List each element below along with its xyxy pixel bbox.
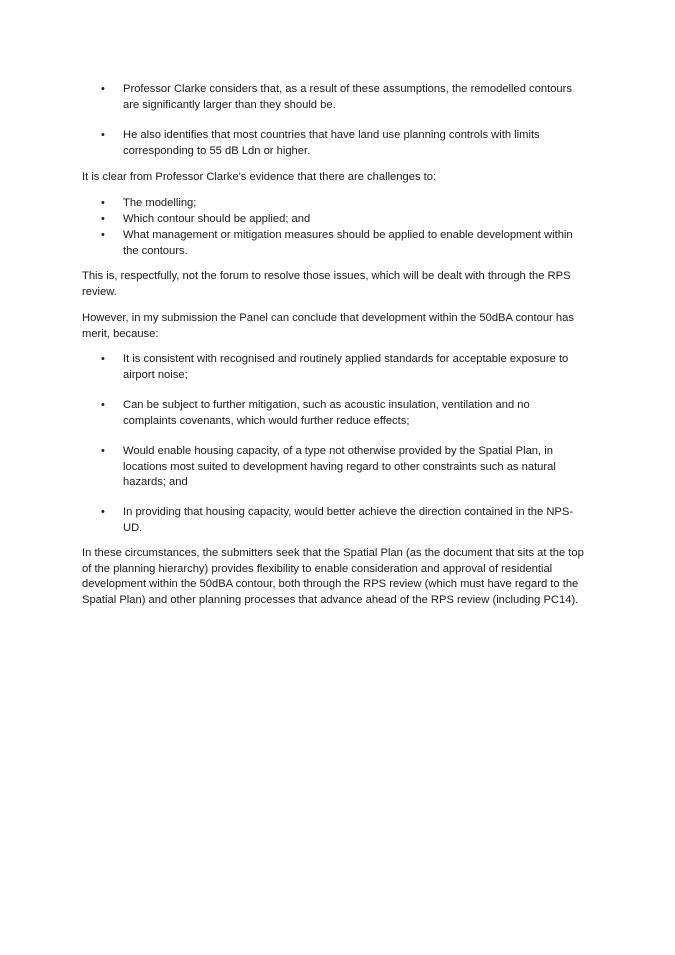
bullet-text: It is consistent with recognised and routinely applied standards for acceptable exposure to airport noise; [123, 353, 569, 381]
body-paragraph: It is clear from Professor Clarke's evidence that there are challenges to: [82, 171, 437, 183]
bullet-text: What management or mitigation measures should be applied to enable development within the contours. [123, 229, 573, 257]
bullet-text: Professor Clarke considers that, as a result of these assumptions, the remodelled contours are significantly larger than they should be. [123, 83, 572, 111]
bullet-marker: • [101, 506, 105, 518]
bullet-text: He also identifies that most countries that have land use planning controls with limits corresponding to 55 dB Ldn or higher. [123, 129, 540, 157]
bullet-text: In providing that housing capacity, would better achieve the direction contained in the NPS-UD. [123, 506, 574, 534]
bullet-text: Can be subject to further mitigation, such as acoustic insulation, ventilation and no complaints covenants, which would further reduce effects; [123, 399, 530, 427]
bullet-text: Would enable housing capacity, of a type not otherwise provided by the Spatial Plan, in locations most suited to development having regard to other constraints such as natural hazards; and [123, 445, 556, 488]
body-paragraph: In these circumstances, the submitters seek that the Spatial Plan (as the document that sits at the top of the planning hierarchy) provides flexibility to enable consideration and approval of residential development within the 50dBA contour, both through the RPS review (which must have regard to the Spatial Plan) and other planning processes that advance ahead of the RPS review (including PC14). [82, 547, 584, 606]
bullet-text: The modelling; [123, 197, 197, 209]
bullet-marker: • [101, 445, 105, 457]
bullet-marker: • [101, 197, 105, 209]
bullet-marker: • [101, 213, 105, 225]
bullet-marker: • [101, 83, 105, 95]
body-paragraph: However, in my submission the Panel can conclude that development within the 50dBA contour has merit, because: [82, 312, 574, 340]
bullet-marker: • [101, 399, 105, 411]
bullet-marker: • [101, 353, 105, 365]
body-paragraph: This is, respectfully, not the forum to resolve those issues, which will be dealt with through the RPS review. [82, 270, 571, 298]
bullet-marker: • [101, 229, 105, 241]
bullet-marker: • [101, 129, 105, 141]
bullet-text: Which contour should be applied; and [123, 213, 311, 225]
